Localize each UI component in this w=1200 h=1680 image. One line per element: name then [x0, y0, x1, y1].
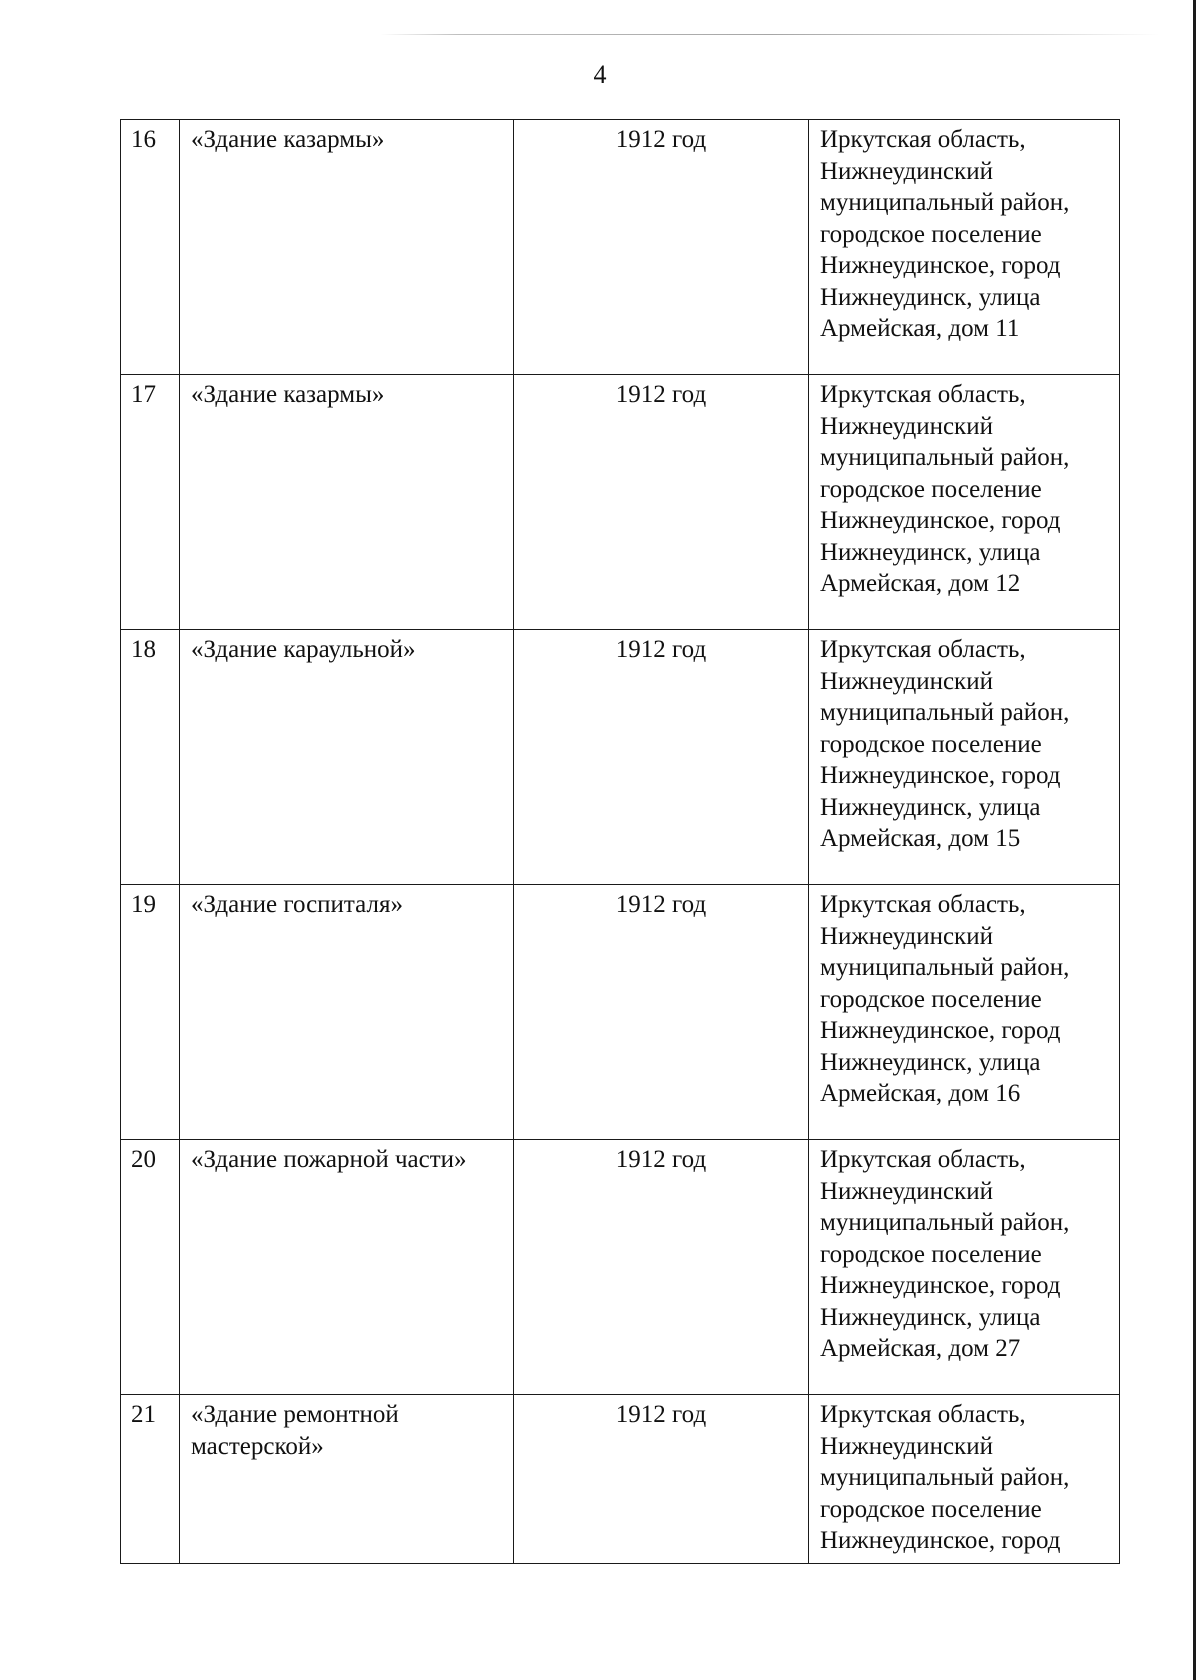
object-address [809, 120, 1120, 375]
object-name: «Здание казармы» [180, 120, 514, 375]
address-line: муниципальный район, [820, 699, 1070, 726]
object-address [809, 885, 1120, 1140]
table-row [121, 375, 1120, 630]
table-row [121, 885, 1120, 1140]
address-line: Армейская, дом 27 [820, 1335, 1021, 1362]
address-line: Армейская, дом 12 [820, 570, 1021, 597]
address-line: Иркутская область, [820, 891, 1026, 918]
table-row [121, 630, 1120, 885]
construction-date: 1912 год [514, 375, 809, 630]
construction-date: 1912 год [514, 885, 809, 1140]
row-number: 21 [121, 1395, 180, 1564]
construction-date: 1912 год [514, 1140, 809, 1395]
row-number: 18 [121, 630, 180, 885]
address-line: муниципальный район, [820, 954, 1070, 981]
address-line: городское поселение [820, 1495, 1042, 1523]
address-line: Нижнеудинский [820, 667, 993, 695]
address-line: муниципальный район, [820, 444, 1070, 471]
row-number: 19 [121, 885, 180, 1140]
address-line: Нижнеудинский [820, 157, 993, 185]
address-line: Нижнеудинск, улица [820, 538, 1041, 566]
address-line: городское поселение [820, 985, 1042, 1013]
address-line: Нижнеудинское, город [820, 762, 1061, 789]
address-line: Нижнеудинск, улица [820, 1303, 1041, 1331]
address-line: Нижнеудинский [820, 412, 993, 440]
object-address [809, 1395, 1120, 1564]
row-number: 17 [121, 375, 180, 630]
table-row [121, 1140, 1120, 1395]
object-name: «Здание госпиталя» [180, 885, 514, 1140]
object-name: «Здание ремонтной мастерской» [180, 1395, 514, 1564]
address-line: Нижнеудинское, город [820, 1527, 1061, 1554]
scan-page-edge [1193, 0, 1196, 1680]
address-line: Иркутская область, [820, 636, 1026, 663]
heritage-objects-table [120, 119, 1120, 1564]
address-line: Нижнеудинск, улица [820, 283, 1041, 311]
scan-artifact-line [380, 34, 1160, 35]
table-row [121, 1395, 1120, 1564]
address-line: Нижнеудинское, город [820, 1017, 1061, 1044]
row-number: 20 [121, 1140, 180, 1395]
address-line: Армейская, дом 15 [820, 825, 1021, 852]
address-line: городское поселение [820, 1240, 1042, 1268]
table-row [121, 120, 1120, 375]
address-line: Нижнеудинское, город [820, 507, 1061, 534]
address-line: Нижнеудинский [820, 1432, 993, 1460]
row-number: 16 [121, 120, 180, 375]
address-line: Иркутская область, [820, 1401, 1026, 1428]
address-line: Нижнеудинск, улица [820, 1048, 1041, 1076]
object-address [809, 630, 1120, 885]
address-line: Нижнеудинское, город [820, 252, 1061, 279]
address-line: городское поселение [820, 220, 1042, 248]
construction-date: 1912 год [514, 120, 809, 375]
object-address [809, 375, 1120, 630]
address-line: Армейская, дом 11 [820, 315, 1020, 342]
address-line: Нижнеудинское, город [820, 1272, 1061, 1299]
address-line: городское поселение [820, 475, 1042, 503]
object-name: «Здание караульной» [180, 630, 514, 885]
address-line: муниципальный район, [820, 1209, 1070, 1236]
address-line: Нижнеудинский [820, 1177, 993, 1205]
address-line: Иркутская область, [820, 1146, 1026, 1173]
address-line: муниципальный район, [820, 1464, 1070, 1491]
table-body [121, 120, 1120, 1564]
address-line: Иркутская область, [820, 381, 1026, 408]
construction-date: 1912 год [514, 630, 809, 885]
address-line: Нижнеудинский [820, 922, 993, 950]
address-line: городское поселение [820, 730, 1042, 758]
address-line: Нижнеудинск, улица [820, 793, 1041, 821]
address-line: Иркутская область, [820, 126, 1026, 153]
page-number: 4 [593, 60, 607, 89]
object-address [809, 1140, 1120, 1395]
address-line: муниципальный район, [820, 189, 1070, 216]
address-line: Армейская, дом 16 [820, 1080, 1021, 1107]
construction-date: 1912 год [514, 1395, 809, 1564]
object-name: «Здание казармы» [180, 375, 514, 630]
object-name: «Здание пожарной части» [180, 1140, 514, 1395]
